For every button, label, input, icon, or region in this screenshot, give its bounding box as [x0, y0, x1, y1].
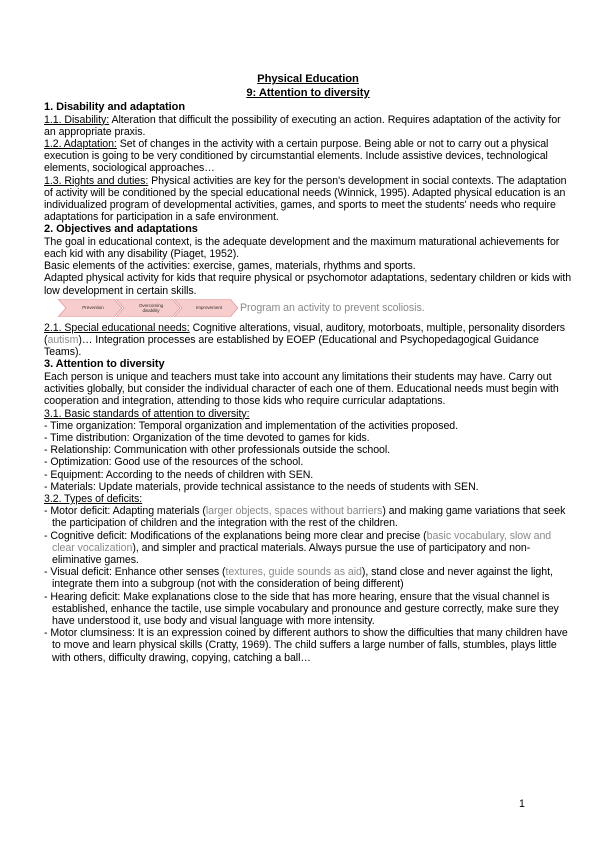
deficit-visual [44, 566, 572, 590]
section-2-heading: 2. Objectives and adaptations [44, 223, 198, 236]
chevron-label: Improvement [195, 305, 223, 311]
standard-item: - Time organization: Temporal organization and implementation of the activities proposed. [44, 419, 459, 432]
paragraph-goal: The goal in educational context, is the adequate development and the maximum maturational achievements for each kid with any disability (Piaget, 1952). [44, 235, 560, 261]
sen-gray-example: autism [47, 334, 79, 347]
sen-label: 2.1. Special educational needs: [44, 321, 190, 334]
deficit-motor-clumsiness: - Motor clumsiness: It is an expression coined by different authors to show the difficulties that many children have to move and learn physical skills (Cratty, 1969). The child suffers a large number of falls, stumbles, plays little with others, difficulty drawing, copying, catching a ball… [44, 627, 568, 664]
deficit-cognitive [44, 530, 572, 567]
adaptation-label: 1.2. Adaptation: [44, 137, 117, 150]
standard-item: - Materials: Update materials, provide technical assistance to the needs of students with SEN. [44, 480, 479, 493]
vis-gray-example: textures, guide sounds as aid [225, 566, 362, 579]
paragraph-unique: Each person is unique and teachers must take into account any limitations their students may have. Carry out activities globally, but consider the individual character of each one of them. Educational needs must begin with cooperation and integration, attending to those kids who require curricular adaptations. [44, 370, 559, 408]
rights-text: Physical activities are key for the person's development in social contexts. The adaptation of activity will be conditioned by the special educational needs (Winnick, 1995). Adapted physical education is an individualized program of developmental activities, games, and sports to meet the students' needs who require adaptations for participation in a safe environment. [44, 174, 567, 224]
disability-label: 1.1. Disability: [44, 113, 110, 126]
document-title: Physical Education [257, 73, 359, 85]
page-number: 1 [519, 798, 525, 810]
section-1-heading: 1. Disability and adaptation [44, 101, 186, 113]
chevron-prevention [58, 299, 122, 317]
chevron-label: Prevention [82, 305, 104, 311]
paragraph-rights [44, 175, 572, 224]
deficits-label: 3.2. Types of deficits: [44, 492, 143, 505]
chevron-diagram [58, 299, 238, 317]
cog-text-b: ), and simpler and practical materials. Always pursue the use of participatory and non-eliminative games. [52, 541, 531, 566]
arrow-diagram-row [44, 299, 572, 317]
vis-text-a: - Visual deficit: Enhance other senses ( [44, 566, 226, 579]
paragraph-adaptation [44, 138, 572, 175]
sen-text-b: )… Integration processes are established by EOEP (Educational and Psychopedagogical Guidance Teams). [44, 334, 539, 359]
vis-text-b: ), stand close and never against the light, integrate them into a subgroup (not with the consideration of being different) [52, 566, 553, 591]
paragraph-basic-elements: Basic elements of the activities: exercise, games, materials, rhythms and sports. [44, 260, 416, 273]
adaptation-text: Set of changes in the activity with a certain purpose. Being able or not to carry out a physical execution is going to be very conditioned by circumstantial elements. Include assistive devices, technological elements, sociological approaches… [44, 137, 549, 175]
cog-text-a: - Cognitive deficit: Modifications of the explanations being more clear and precise ( [44, 529, 427, 542]
cog-gray-example: basic vocabulary, slow and clear vocalization [52, 529, 552, 554]
rights-label: 1.3. Rights and duties: [44, 174, 149, 187]
deficit-motor [44, 505, 572, 529]
sen-text-a: Cognitive alterations, visual, auditory, motorboats, multiple, personality disorders ( [44, 321, 566, 347]
chevron-improvement [174, 299, 238, 317]
motor-text-a: - Motor deficit: Adapting materials ( [44, 505, 206, 518]
motor-gray-example: larger objects, spaces without barriers [205, 505, 383, 518]
chevron-label: Overcoming disability [138, 302, 164, 313]
standard-item: - Time distribution: Organization of the time devoted to games for kids. [44, 431, 370, 444]
standard-item: - Relationship: Communication with other professionals outside the school. [44, 444, 391, 457]
standards-label: 3.1. Basic standards of attention to diversity: [44, 407, 250, 420]
document-page [44, 72, 572, 664]
paragraph-sen [44, 322, 572, 359]
section-3-heading: 3. Attention to diversity [44, 358, 165, 371]
paragraph-adapted-activity: Adapted physical activity for kids that require physical or psychomotor adaptations, sedentary children or kids with low development in certain skills. [44, 272, 572, 297]
document-subtitle: 9: Attention to diversity [246, 87, 370, 99]
standard-item: - Equipment: According to the needs of children with SEN. [44, 468, 314, 481]
deficit-hearing: - Hearing deficit: Make explanations close to the side that has more hearing, ensure that the visual channel is established, enhance the tactile, use simple vocabulary and pronounce and gesture correctly, make sure they have understood it, use body and visual language with more intensity. [44, 590, 559, 628]
disability-text: Alteration that difficult the possibility of executing an action. Requires adaptation of the activity for an appropriate praxis. [44, 113, 561, 138]
motor-text-b: ) and making game variations that seek the participation of children and the integration with the rest of the children. [52, 505, 566, 530]
paragraph-disability [44, 114, 572, 138]
arrow-note: Program an activity to prevent scoliosis. [240, 301, 425, 314]
standard-item: - Optimization: Good use of the resources of the school. [44, 456, 304, 469]
chevron-overcoming [116, 299, 180, 317]
